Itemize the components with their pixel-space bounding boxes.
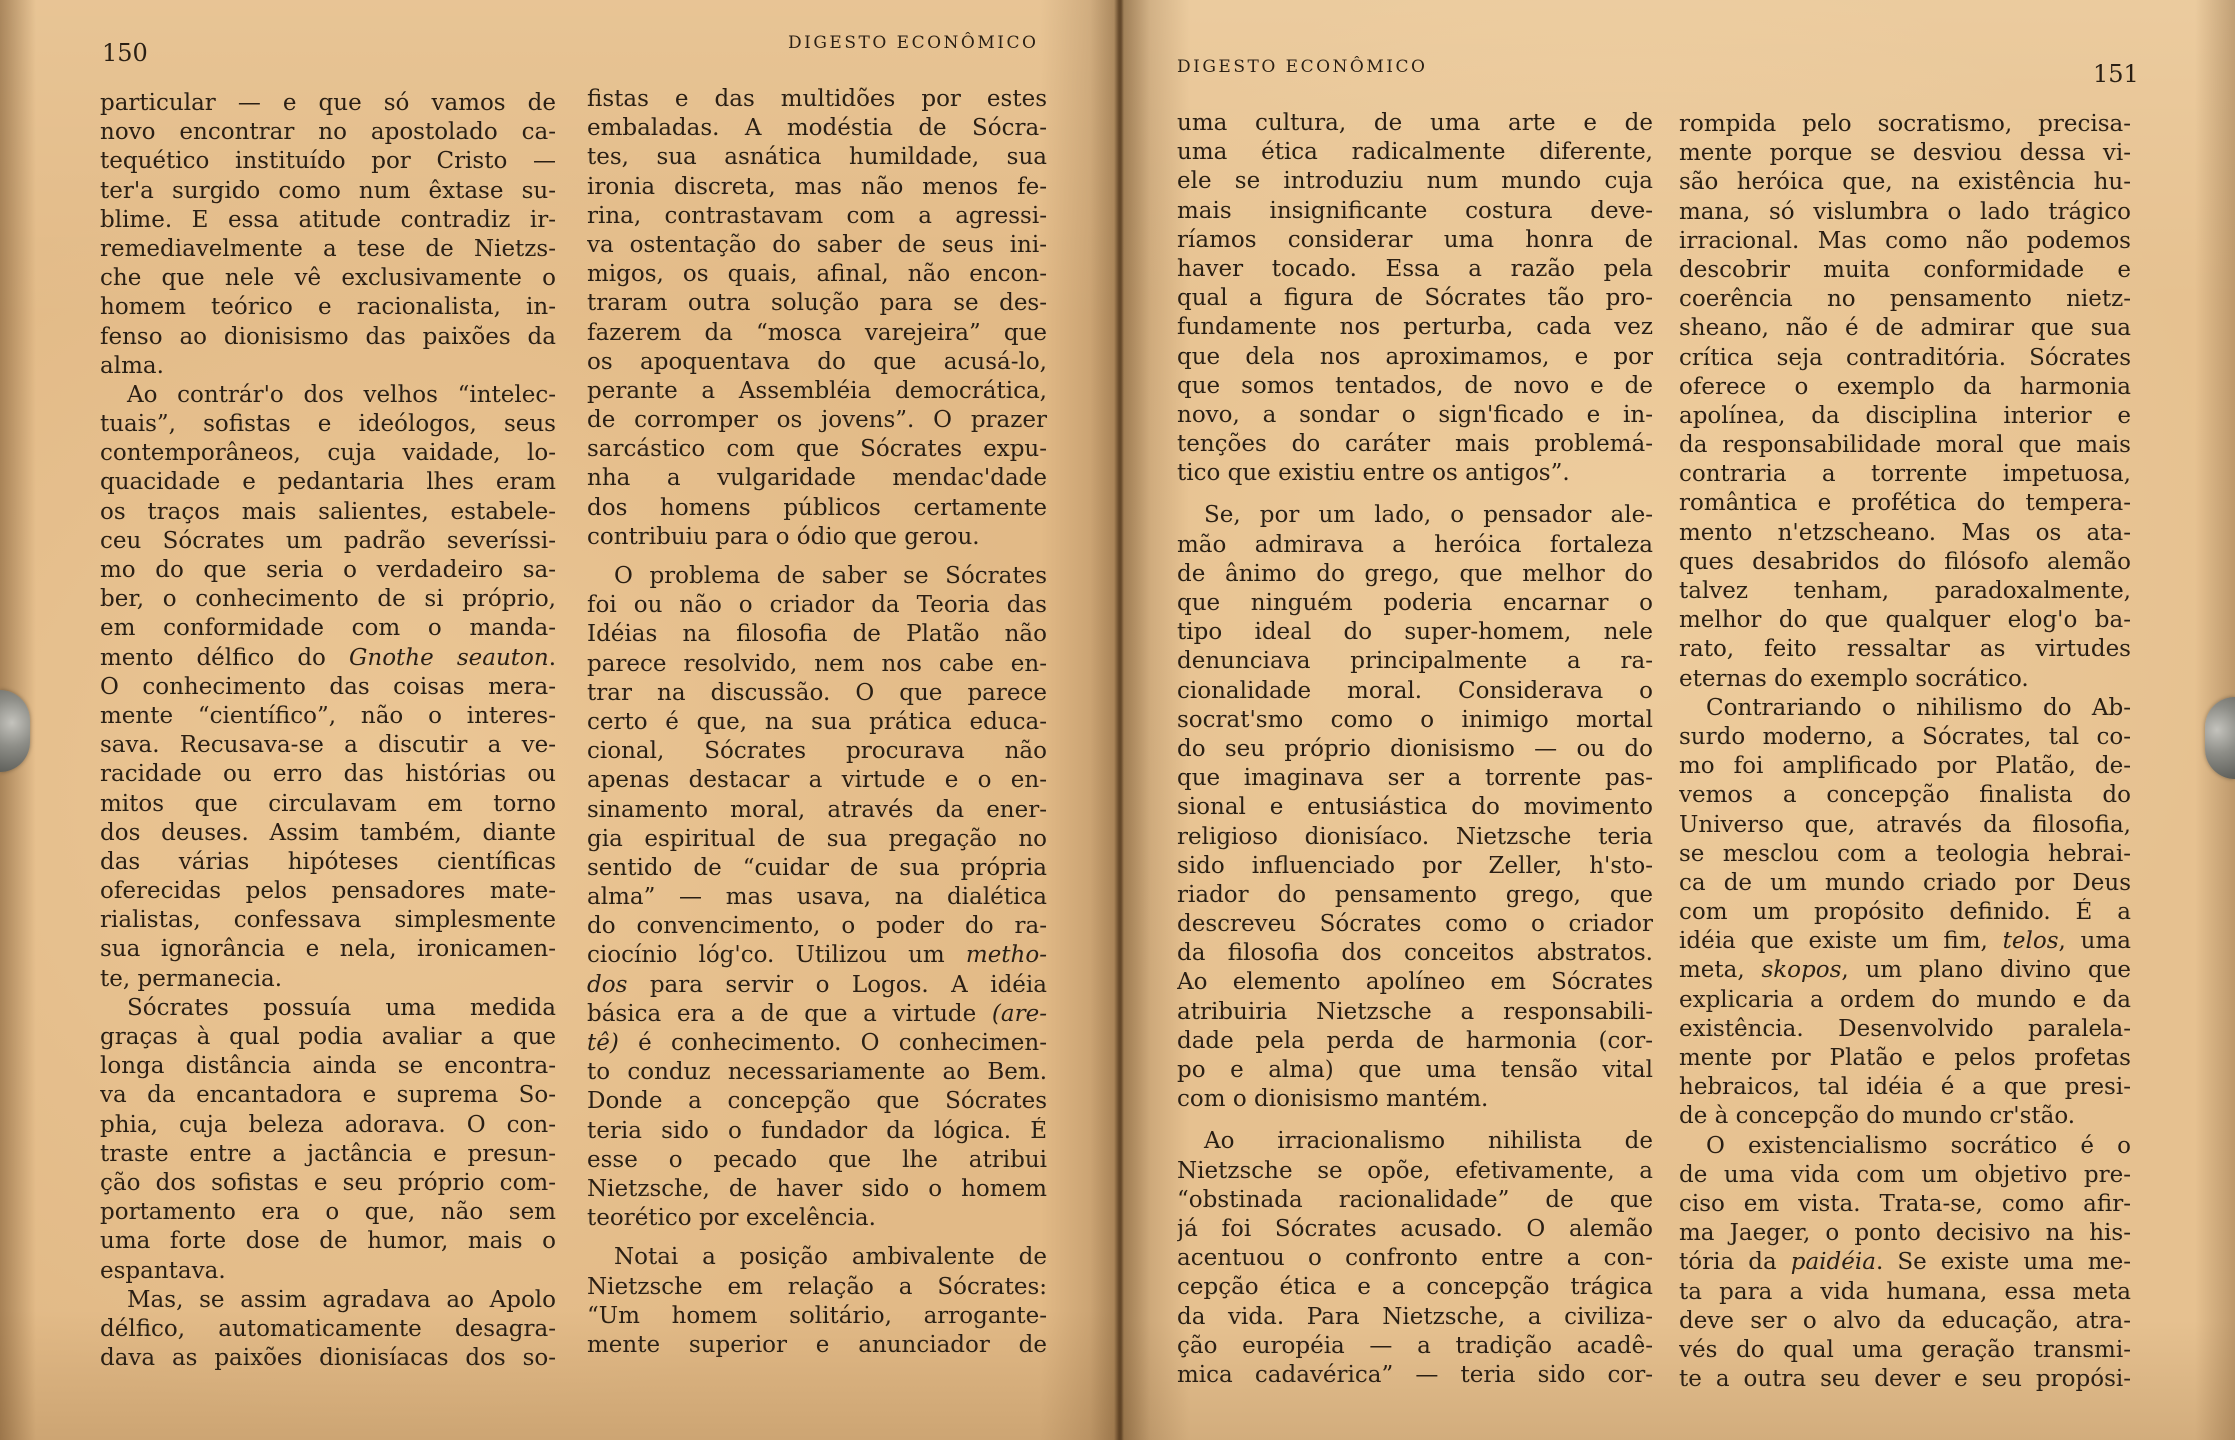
paragraph [100, 89, 556, 381]
text-line: fazerem da “mosca varejeira” que [587, 319, 1047, 346]
text-line: che que nele vê exclusivamente o [100, 265, 556, 292]
text-line: talvez tenham, paradoxalmente, [1679, 578, 2131, 604]
paragraph [587, 85, 1047, 552]
text-line: ter'a surgido como num êxtase su- [100, 177, 556, 204]
text-line: dos deuses. Assim também, diante [100, 819, 556, 846]
text-line: de ânimo do grego, que melhor do [1177, 560, 1653, 587]
text-line: cepção ética e a concepção trágica [1177, 1274, 1653, 1301]
text-line: deve ser o alvo da educação, atra- [1679, 1307, 2131, 1334]
text-line: Ao elemento apolíneo em Sócrates [1177, 969, 1653, 996]
text-line: cional, Sócrates procurava não [587, 738, 1047, 765]
text-line: mente porque se desviou dessa vi- [1679, 140, 2131, 167]
text-line: os traços mais salientes, estabele- [100, 498, 556, 525]
text-line: cionalidade moral. Considerava o [1177, 677, 1653, 704]
text-line: trar na discussão. O que parece [587, 679, 1047, 706]
paragraph [587, 562, 1047, 1233]
text-line [587, 1029, 1047, 1058]
text-line: que somos tentados, de novo e de [1177, 372, 1653, 399]
text-line [587, 971, 1047, 1000]
text-line: riador do pensamento grego, que [1177, 881, 1653, 908]
text-span: meta, [1679, 957, 1762, 984]
text-line: surdo moderno, a Sócrates, tal co- [1679, 723, 2131, 750]
text-span: ciocínio lóg'co. Utilizou um [587, 942, 966, 969]
text-span: . Se existe uma me- [1875, 1249, 2131, 1276]
text-line: melhor do que qualquer elog'o ba- [1679, 607, 2131, 634]
text-line: apolínea, da disciplina interior e [1679, 402, 2131, 429]
text-line: haver tocado. Essa a razão pela [1177, 255, 1653, 282]
text-line: irracional. Mas como não podemos [1679, 227, 2131, 254]
text-line: tipo ideal do super-homem, nele [1177, 619, 1653, 646]
text-line: mitos que circulavam em torno [100, 790, 556, 817]
text-line: existência. Desenvolvido paralela- [1679, 1015, 2131, 1042]
text-line: sua ignorância e nela, ironicamen- [100, 936, 556, 963]
text-line: em conformidade com o manda- [100, 615, 556, 642]
text-line [1679, 956, 2131, 985]
text-line: do seu próprio dionisismo — ou do [1177, 735, 1653, 762]
text-line: da responsabilidade moral que mais [1679, 432, 2131, 459]
text-line: Mas, se assim agradava ao Apolo [127, 1286, 556, 1313]
text-line: Ao contrár'o dos velhos “intelec- [127, 381, 556, 408]
text-line: sinamento moral, através da ener- [587, 796, 1047, 823]
text-line: O problema de saber se Sócrates [614, 563, 1047, 589]
text-span: para servir o Logos. A idéia [627, 971, 1047, 998]
text-line: fenso ao dionisismo das paixões da [100, 323, 556, 350]
paragraph [1679, 110, 2131, 694]
text-line: embaladas. A modéstia de Sócra- [587, 115, 1047, 142]
text-line: tequético instituído por Cristo — [100, 148, 556, 175]
text-span: básica era a de que a virtude [587, 1000, 992, 1027]
text-line: racidade ou erro das histórias ou [100, 761, 556, 788]
page-number: 150 [102, 39, 148, 67]
text-line: dos homens públicos certamente [587, 494, 1047, 521]
text-line: mo do que seria o verdadeiro sa- [100, 557, 556, 583]
text-line: com o dionisismo mantém. [1177, 1086, 1489, 1113]
text-line: de corromper os jovens”. O prazer [587, 407, 1047, 434]
text-span: idéia que existe um fim, [1679, 928, 2003, 955]
text-span: . [548, 644, 556, 671]
text-span: é conhecimento. O conhecimen- [618, 1030, 1047, 1056]
text-line: ção dos sofistas e seu próprio com- [100, 1169, 556, 1196]
paragraph [1679, 1132, 2131, 1395]
text-line: foi ou não o criador da Teoria das [587, 592, 1047, 619]
text-line: sava. Recusava-se a discutir a ve- [100, 732, 556, 759]
text-line: portamento era o que, não sem [100, 1199, 556, 1226]
text-line: blime. E essa atitude contradiz ir- [100, 206, 556, 233]
text-line [587, 1000, 1047, 1029]
text-line: sional e entusiástica do movimento [1177, 794, 1653, 821]
text-span: , uma [2058, 928, 2131, 955]
text-line: de à concepção do mundo cr'stão. [1679, 1103, 2076, 1130]
text-line: ele se introduziu num mundo cuja [1177, 168, 1653, 195]
text-line: va da encantadora e suprema So- [100, 1082, 556, 1109]
text-line [100, 644, 556, 673]
text-column [587, 85, 1047, 1360]
text-line: coerência no pensamento nietz- [1679, 286, 2131, 313]
text-line: alma” — mas usava, na dialética [587, 884, 1047, 911]
text-line: rialistas, confessava simplesmente [100, 907, 556, 934]
text-line: dade pela perda de harmonia (cor- [1177, 1027, 1653, 1054]
text-line: sheano, não é de admirar que sua [1679, 315, 2131, 342]
text-line: particular — e que só vamos de [100, 90, 556, 116]
italic-text: metho- [965, 942, 1047, 969]
text-line: mente superior e anunciador de [587, 1331, 1047, 1358]
paragraph [1177, 501, 1653, 1114]
text-line [1679, 927, 2131, 956]
text-line: fistas e das multidões por estes [587, 86, 1047, 112]
text-line: de uma vida com um objetivo pre- [1679, 1161, 2131, 1188]
paragraph [100, 1286, 556, 1374]
text-span: mento délfico do [100, 644, 350, 671]
text-line: da vida. Para Nietzsche, a civiliza- [1177, 1303, 1653, 1330]
paragraph [1177, 109, 1653, 488]
text-line: romântica e profética do tempera- [1679, 490, 2131, 517]
text-line: do convencimento, o poder do ra- [587, 913, 1047, 940]
text-line: perante a Assembléia democrática, [587, 377, 1047, 404]
text-line: ma Jaeger, o ponto decisivo na his- [1679, 1220, 2131, 1247]
text-line: “obstinada racionalidade” de que [1177, 1186, 1653, 1213]
text-line: novo encontrar no apostolado ca- [100, 119, 556, 146]
italic-text: tê) [587, 1030, 619, 1056]
text-line: teria sido o fundador da lógica. É [587, 1117, 1047, 1144]
text-line: parece resolvido, nem nos cabe en- [587, 650, 1047, 677]
text-line: esse o pecado que lhe atribui [587, 1146, 1047, 1173]
text-line: traste entre a jactância e presun- [100, 1140, 556, 1167]
text-span: tória da [1679, 1249, 1791, 1276]
text-line: contribuiu para o ódio que gerou. [587, 523, 980, 550]
text-line: denunciava principalmente a ra- [1177, 648, 1653, 675]
text-column [1679, 110, 2131, 1394]
text-line: remediavelmente a tese de Nietzs- [100, 235, 556, 262]
text-line: gia espiritual de sua pregação no [587, 825, 1047, 852]
text-line: são heróica que, na existência hu- [1679, 169, 2131, 196]
text-line: Sócrates possuía uma medida [127, 994, 556, 1021]
text-line: oferece o exemplo da harmonia [1679, 373, 2131, 400]
text-line: qual a figura de Sócrates tão pro- [1177, 285, 1653, 312]
text-line: teorético por excelência. [587, 1205, 876, 1232]
italic-text: dos [587, 971, 628, 998]
text-line: ríamos considerar uma honra de [1177, 226, 1653, 253]
text-line: ceu Sócrates um padrão severíssi- [100, 527, 556, 554]
paragraph [1177, 1127, 1653, 1390]
text-line: nha a vulgaridade mendac'dade [587, 465, 1047, 492]
text-line: te a outra seu dever e seu propósi- [1679, 1366, 2131, 1393]
text-line: que dela nos aproximamos, e por [1177, 343, 1653, 370]
italic-text: skopos [1761, 957, 1842, 984]
italic-text: telos [2002, 928, 2059, 955]
text-line: sarcástico com que Sócrates expu- [587, 436, 1047, 463]
text-line: mica cadavérica” — teria sido cor- [1177, 1361, 1653, 1388]
italic-text: Gnothe seauton [349, 644, 549, 671]
text-line: uma ética radicalmente diferente, [1177, 139, 1653, 166]
text-line [587, 941, 1047, 970]
text-line: phia, cuja beleza adorava. O con- [100, 1111, 556, 1138]
running-header: DIGESTO ECONÔMICO [1177, 57, 1428, 77]
text-line: Contrariando o nihilismo do Ab- [1706, 694, 2131, 721]
text-column [1177, 109, 1653, 1390]
italic-text: (are- [991, 1000, 1047, 1027]
text-line: tenções do caráter mais problemá- [1177, 431, 1653, 458]
text-line: das várias hipóteses científicas [100, 848, 556, 875]
text-line: novo, a sondar o sign'ficado e in- [1177, 401, 1653, 428]
text-line: ques desabridos do filósofo alemão [1679, 548, 2131, 575]
text-line: ber, o conhecimento de si próprio, [100, 586, 556, 613]
text-line: Notai a posição ambivalente de [614, 1244, 1047, 1271]
text-line: délfico, automaticamente desagra- [100, 1315, 556, 1342]
text-line: mente por Platão e pelos profetas [1679, 1045, 2131, 1071]
text-line: descreveu Sócrates como o criador [1177, 911, 1653, 938]
text-span: , um plano divino que [1841, 957, 2131, 984]
page-number: 151 [2093, 60, 2139, 88]
text-line: quacidade e pedantaria lhes eram [100, 469, 556, 496]
text-line: mento n'etzscheano. Mas os ata- [1679, 519, 2131, 546]
text-line: va ostentação do saber de seus ini- [587, 231, 1047, 258]
text-line: apenas destacar a virtude e o en- [587, 767, 1047, 794]
text-line: mais insignificante costura deve- [1177, 197, 1653, 224]
text-line: se mesclou com a teologia hebrai- [1679, 840, 2131, 867]
text-line: alma. [100, 352, 164, 379]
text-line: uma forte dose de humor, mais o [100, 1228, 556, 1255]
text-line: já foi Sócrates acusado. O alemão [1177, 1215, 1653, 1242]
text-line: Nietzsche em relação a Sócrates: [587, 1273, 1047, 1300]
text-line: socrat'smo como o inimigo mortal [1177, 706, 1653, 733]
text-line: rato, feito ressaltar as virtudes [1679, 636, 2131, 663]
text-line: to conduz necessariamente ao Bem. [587, 1059, 1047, 1086]
text-line: ta para a vida humana, essa meta [1679, 1278, 2131, 1305]
text-line: vemos a concepção finalista do [1679, 782, 2131, 809]
text-line: tes, sua asnática humildade, sua [587, 144, 1047, 171]
text-line: mana, só vislumbra o lado trágico [1679, 198, 2131, 225]
text-line: O existencialismo socrático é o [1706, 1132, 2131, 1159]
text-line: vés do qual uma geração transmi- [1679, 1336, 2131, 1363]
text-line: Universo que, através da filosofia, [1679, 811, 2131, 838]
text-line: O conhecimento das coisas mera- [100, 673, 556, 700]
text-line: ção européia — a tradição acadê- [1177, 1332, 1653, 1359]
text-line: longa distância ainda se encontra- [100, 1053, 556, 1080]
text-line: explicaria a ordem do mundo e da [1679, 986, 2131, 1013]
text-line: descobrir muita conformidade e [1679, 256, 2131, 283]
text-line: da filosofia dos conceitos abstratos. [1177, 940, 1653, 967]
text-line: ciso em vista. Trata-se, como afir- [1679, 1190, 2131, 1217]
paragraph [587, 1243, 1047, 1360]
text-line: traram outra solução para se des- [587, 290, 1047, 317]
text-line: tico que existiu entre os antigos”. [1177, 460, 1570, 487]
text-line: po e alma) que uma tensão vital [1177, 1057, 1653, 1083]
text-line: uma cultura, de uma arte e de [1177, 110, 1653, 136]
text-line: atribuiria Nietzsche a responsabili- [1177, 998, 1653, 1025]
paragraph [100, 381, 556, 994]
text-line: rina, contrastavam com a agressi- [587, 202, 1047, 229]
running-header: DIGESTO ECONÔMICO [788, 33, 1039, 53]
text-line: mente “científico”, não o interes- [100, 702, 556, 729]
text-line: “Um homem solitário, arrogante- [587, 1302, 1047, 1329]
text-line: Donde a concepção que Sócrates [587, 1088, 1047, 1115]
text-column [100, 89, 556, 1373]
text-line: te, permanecia. [100, 965, 283, 992]
text-line: migos, os quais, afinal, não encon- [587, 261, 1047, 288]
text-line: crítica seja contraditória. Sócrates [1679, 344, 2131, 371]
text-line: Idéias na filosofia de Platão não [587, 621, 1047, 648]
text-line: que imaginava ser a torrente pas- [1177, 765, 1653, 792]
text-line: mão admirava a heróica fortaleza [1177, 531, 1653, 558]
text-line: sentido de “cuidar de sua própria [587, 854, 1047, 881]
text-line: graças à qual podia avaliar a que [100, 1024, 556, 1050]
text-line [1679, 1248, 2131, 1277]
text-line: ca de um mundo criado por Deus [1679, 869, 2131, 896]
text-line: acentuou o confronto entre a con- [1177, 1245, 1653, 1272]
italic-text: paidéia [1790, 1249, 1876, 1276]
text-line: dava as paixões dionisíacas dos so- [100, 1345, 556, 1372]
text-line: que ninguém poderia encarnar o [1177, 590, 1653, 616]
text-line: tuais”, sofistas e ideólogos, seus [100, 411, 556, 438]
text-line: oferecidas pelos pensadores mate- [100, 878, 556, 905]
text-line: ironia discreta, mas não menos fe- [587, 173, 1047, 200]
text-line: com um propósito definido. É a [1679, 899, 2131, 926]
text-line: Se, por um lado, o pensador ale- [1204, 502, 1653, 529]
book-gutter [1090, 0, 1150, 1440]
text-line: sido influenciado por Zeller, h'sto- [1177, 852, 1653, 879]
paragraph [100, 994, 556, 1286]
text-line: fundamente nos perturba, cada vez [1177, 314, 1653, 341]
text-line: hebraicos, tal idéia é a que presi- [1679, 1074, 2131, 1101]
text-line: certo é que, na sua prática educa- [587, 708, 1047, 735]
text-line: religioso dionisíaco. Nietzsche teria [1177, 823, 1653, 850]
text-line: eternas do exemplo socrático. [1679, 665, 2029, 692]
paragraph [1679, 694, 2131, 1132]
text-line: os apoquentava do que acusá-lo, [587, 348, 1047, 375]
text-line: contraria a torrente impetuosa, [1679, 461, 2131, 488]
text-line: Nietzsche, de haver sido o homem [587, 1175, 1047, 1202]
text-line: rompida pelo socratismo, precisa- [1679, 111, 2131, 137]
text-line: Ao irracionalismo nihilista de [1204, 1128, 1653, 1155]
text-line: espantava. [100, 1257, 226, 1284]
text-line: contemporâneos, cuja vaidade, lo- [100, 440, 556, 467]
text-line: homem teórico e racionalista, in- [100, 294, 556, 321]
text-line: mo foi amplificado por Platão, de- [1679, 753, 2131, 780]
text-line: Nietzsche se opõe, efetivamente, a [1177, 1157, 1653, 1184]
